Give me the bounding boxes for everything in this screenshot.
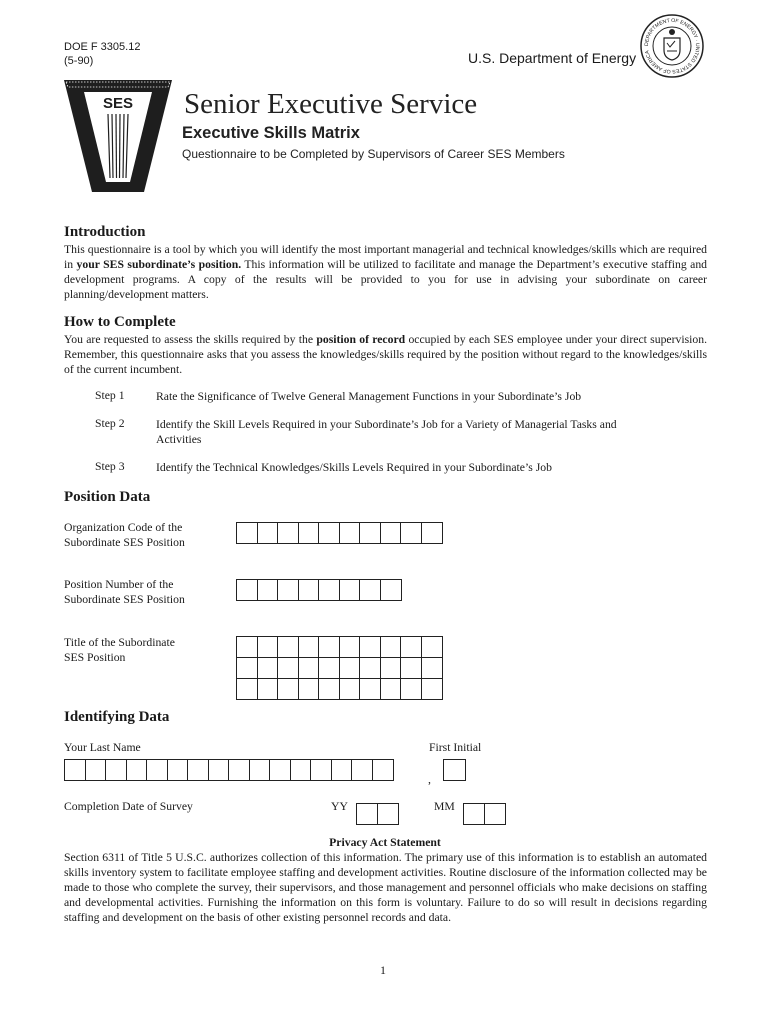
box-cell[interactable] [360,580,381,600]
last-name-label: Your Last Name [64,741,141,754]
box-cell[interactable] [422,658,443,678]
box-cell[interactable] [381,658,402,678]
box-cell[interactable] [340,658,361,678]
box-cell[interactable] [340,523,361,543]
box-cell[interactable] [401,523,422,543]
box-cell[interactable] [127,760,148,780]
box-cell[interactable] [258,580,279,600]
position-number-boxes[interactable] [236,579,402,601]
box-cell[interactable] [319,679,340,699]
box-cell[interactable] [147,760,168,780]
privacy-act-heading: Privacy Act Statement [329,836,441,849]
position-title-row-1[interactable] [236,636,443,657]
box-cell[interactable] [340,679,361,699]
box-cell[interactable] [209,760,230,780]
step-2-label: Step 2 [95,417,125,430]
mm-label: MM [434,800,455,813]
box-cell[interactable] [422,679,443,699]
box-cell[interactable] [381,679,402,699]
form-number: DOE F 3305.12 [64,41,141,53]
first-initial-label: First Initial [429,741,482,754]
how-to-complete-part1: You are requested to assess the skills required by the [64,333,317,346]
svg-text:DEPARTMENT OF ENERGY · UNITED [644,18,700,74]
box-cell[interactable] [319,523,340,543]
box-cell[interactable] [237,679,258,699]
box-cell[interactable] [278,580,299,600]
step-1-text: Rate the Significance of Twelve General Management Functions in your Subordinate’s Job [156,390,582,403]
box-cell[interactable] [360,637,381,657]
box-cell[interactable] [464,804,485,824]
step-1-label: Step 1 [95,389,125,402]
box-cell[interactable] [360,523,381,543]
step-3-label: Step 3 [95,460,125,473]
box-cell[interactable] [237,580,258,600]
box-cell[interactable] [237,637,258,657]
box-cell[interactable] [258,658,279,678]
org-code-boxes[interactable] [236,522,443,544]
box-cell[interactable] [381,523,402,543]
box-cell[interactable] [444,760,465,780]
position-title-row-2[interactable] [236,657,443,678]
ses-logo-text: SES [102,95,134,112]
box-cell[interactable] [258,679,279,699]
box-cell[interactable] [237,658,258,678]
box-cell[interactable] [299,580,320,600]
box-cell[interactable] [422,637,443,657]
box-cell[interactable] [485,804,506,824]
box-cell[interactable] [299,679,320,699]
box-cell[interactable] [422,523,443,543]
box-cell[interactable] [360,658,381,678]
box-cell[interactable] [168,760,189,780]
identifying-data-heading: Identifying Data [64,709,170,725]
how-to-complete-heading: How to Complete [64,314,176,330]
step-3-text: Identify the Technical Knowledges/Skills Levels Required in your Subordinate’s Job [156,461,552,474]
page-title: Senior Executive Service [184,88,478,120]
org-code-label: Organization Code of the Subordinate SES Position [64,521,185,549]
name-separator-comma: , [428,772,431,786]
box-cell[interactable] [278,637,299,657]
privacy-act-text: Section 6311 of Title 5 U.S.C. authorizes collection of this information. The primary use of this information is to establish an automated skills inventory system to facilitate employee staffing and development activities. Routine disclosure of the information collected may be made to those who complete the survey, their supervisors, and those management and personnel officials who make decisions on staffing and developmental activities. Furnishing the information on this form is voluntary. Failure to do so will result in decisions regarding staffing and development on the basis of other existing personnel records and data. [64,851,707,924]
box-cell[interactable] [291,760,312,780]
box-cell[interactable] [360,679,381,699]
box-cell[interactable] [381,580,402,600]
box-cell[interactable] [373,760,394,780]
box-cell[interactable] [278,523,299,543]
position-title-boxes[interactable] [236,636,443,700]
ses-logo-icon [64,80,172,192]
box-cell[interactable] [258,523,279,543]
box-cell[interactable] [250,760,271,780]
page-tagline: Questionnaire to be Completed by Supervisors of Career SES Members [182,147,565,161]
box-cell[interactable] [278,658,299,678]
box-cell[interactable] [65,760,86,780]
page-number: 1 [380,963,386,977]
box-cell[interactable] [401,679,422,699]
box-cell[interactable] [381,637,402,657]
box-cell[interactable] [340,580,361,600]
box-cell[interactable] [319,658,340,678]
page-subtitle: Executive Skills Matrix [182,124,360,142]
box-cell[interactable] [357,804,378,824]
box-cell[interactable] [229,760,250,780]
step-2-text: Identify the Skill Levels Required in your Subordinate’s Job for a Variety of Managerial Tasks and Activities [156,418,617,446]
yy-label: YY [331,800,348,813]
position-number-label: Position Number of the Subordinate SES Position [64,578,185,606]
seal-text: DEPARTMENT OF ENERGY · UNITED STATES OF AMERICA [643,17,701,75]
form-number-block [64,40,140,68]
box-cell[interactable] [106,760,127,780]
department-name: U.S. Department of Energy [468,50,637,66]
box-cell[interactable] [401,637,422,657]
box-cell[interactable] [340,637,361,657]
box-cell[interactable] [237,523,258,543]
box-cell[interactable] [299,523,320,543]
form-date: (5-90) [64,55,94,67]
position-title-label: Title of the Subordinate SES Position [64,636,175,664]
box-cell[interactable] [401,658,422,678]
introduction-text [64,242,707,302]
year-boxes[interactable] [356,803,399,825]
box-cell[interactable] [332,760,353,780]
position-title-row-3[interactable] [236,678,443,700]
how-to-complete-bold: position of record [316,333,406,346]
position-data-heading: Position Data [64,489,151,505]
how-to-complete-text [64,332,707,377]
box-cell[interactable] [258,637,279,657]
box-cell[interactable] [86,760,107,780]
introduction-heading: Introduction [64,224,146,240]
last-name-boxes[interactable] [64,759,394,781]
box-cell[interactable] [278,679,299,699]
box-cell[interactable] [311,760,332,780]
introduction-text-part1: This questionnaire is a tool by which you will identify the most important managerial and technical knowledges/skills which are required in [64,243,707,271]
box-cell[interactable] [319,580,340,600]
box-cell[interactable] [299,658,320,678]
box-cell[interactable] [299,637,320,657]
box-cell[interactable] [270,760,291,780]
box-cell[interactable] [352,760,373,780]
completion-date-label: Completion Date of Survey [64,800,193,813]
first-initial-box[interactable] [443,759,466,781]
month-boxes[interactable] [463,803,506,825]
box-cell[interactable] [319,637,340,657]
box-cell[interactable] [188,760,209,780]
doe-seal-icon [640,14,704,78]
box-cell[interactable] [378,804,399,824]
how-to-complete-part2: occupied by each SES employee under your direct supervision. Remember, this questionnaire asks that you assess the knowledges/skills required by the position without regard to the knowledges/skills of the current incumbent. [64,333,707,376]
introduction-text-bold: your SES subordinate’s position. [76,258,242,271]
introduction-text-part2: This information will be utilized to facilitate and manage the Department’s executive staffing and development programs. A copy of the results will be provided to you for use in advising your subordinate on career planning/development matters. [64,258,708,301]
